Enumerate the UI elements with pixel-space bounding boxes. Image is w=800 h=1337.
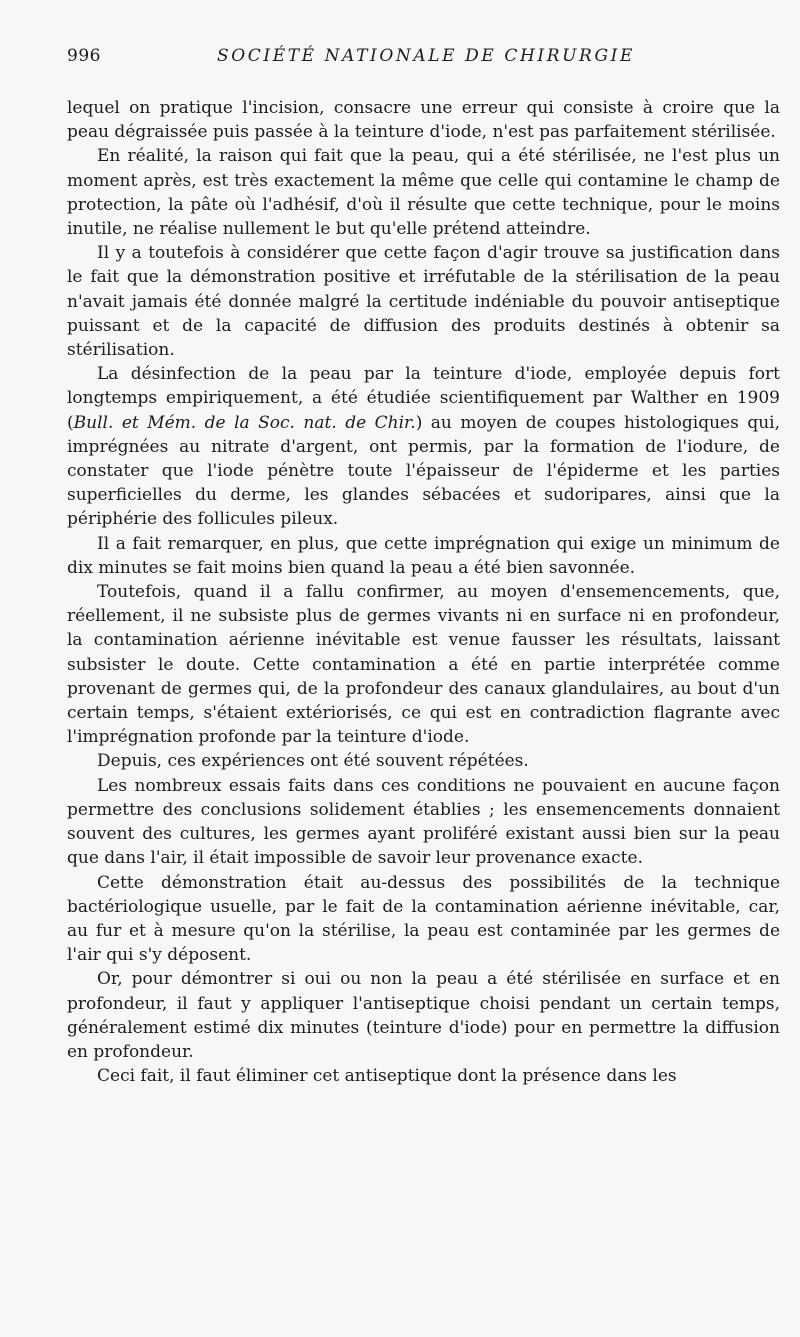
page-number: 996	[67, 46, 101, 66]
paragraph: Il a fait remarquer, en plus, que cette imprégnation qui exige un minimum de dix minutes se fait moins bien quand la peau a été bien savonnée.	[67, 533, 780, 578]
paragraph: Cette démonstration était au-dessus des possibilités de la technique bactériologique usuelle, par le fait de la contamination aérienne inévitable, car, au fur et à mesure qu'on la stérilise, la peau est contaminée par les germes de l'air qui s'y déposent.	[67, 872, 780, 966]
paragraph: Toutefois, quand il a fallu confirmer, au moyen d'ensemencements, que, réellement, il ne subsiste plus de germes vivants ni en surface ni en profondeur, la contamination aérienne inévitable est venue fausser les résultats, laissant subsister le doute. Cette contamination a été en partie interprétée comme provenant de germes qui, de la profondeur des canaux glandulaires, au bout d'un certain temps, s'étaient extériorisés, ce qui est en contradiction flagrante avec l'imprégnation profonde par la teinture d'iode.	[67, 582, 780, 748]
paragraph: lequel on pratique l'incision, consacre une erreur qui consiste à croire que la peau dégraissée puis passée à la teinture d'iode, n'est pas parfaitement stérilisée.	[67, 98, 780, 143]
page	[67, 46, 780, 1088]
paragraph: Depuis, ces expériences ont été souvent répétées.	[97, 751, 529, 772]
page-header	[67, 46, 780, 76]
paragraph: Les nombreux essais faits dans ces conditions ne pouvaient en aucune façon permettre des conclusions solidement établies ; les ensemencements donnaient souvent des cultures, les germes ayant proliféré existant aussi bien sur la peau que dans l'air, il était impossible de savoir leur provenance exacte.	[67, 775, 780, 869]
paragraph	[67, 362, 780, 531]
paragraph: En réalité, la raison qui fait que la peau, qui a été stérilisée, ne l'est plus un moment après, est très exactement la même que celle qui contamine le champ de protection, la pâte où l'adhésif, d'où il résulte que cette technique, pour le moins inutile, ne réalise nullement le but qu'elle prétend atteindre.	[67, 146, 780, 240]
running-title: SOCIÉTÉ NATIONALE DE CHIRURGIE	[217, 46, 635, 66]
paragraph: Il y a toutefois à considérer que cette façon d'agir trouve sa justification dans le fait que la démonstration positive et irréfutable de la stérilisation de la peau n'avait jamais été donnée malgré la certitude indéniable du pouvoir antiseptique puissant et de la capacité de diffusion des produits destinés à obtenir sa stérilisation.	[67, 243, 780, 361]
paragraph: Or, pour démontrer si oui ou non la peau a été stérilisée en surface et en profondeur, il faut y appliquer l'antiseptique choisi pendant un certain temps, généralement estimé dix minutes (teinture d'iode) pour en permettre la diffusion en profondeur.	[67, 969, 780, 1062]
body-text	[67, 96, 780, 1088]
paragraph: Ceci fait, il faut éliminer cet antiseptique dont la présence dans les	[97, 1066, 677, 1087]
paragraph-text: ) au moyen de coupes histologiques qui, imprégnées au nitrate d'argent, ont permis, par la formation de l'iodure, de constater que l'iode pénètre toute l'épaisseur de l'épiderme et les parties superficielles du derme, les glandes sébacées et sudoripares, ainsi que la périphérie des follicules pileux.	[67, 412, 780, 530]
paragraph-text: La désinfection de la peau par la teinture d'iode, employée depuis fort longtemps empiriquement, a été étudiée scientifiquement par Walther en 1909 (	[67, 364, 780, 433]
citation: Bull. et Mém. de la Soc. nat. de Chir.	[73, 412, 416, 433]
